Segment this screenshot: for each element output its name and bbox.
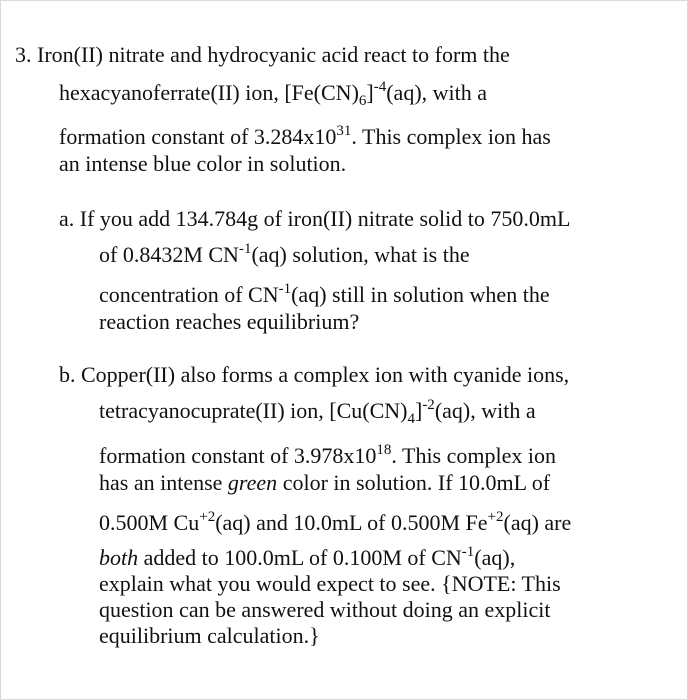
emphasis-both: both bbox=[99, 545, 139, 570]
problem-3-line-3: formation constant of $3.284x10^{31}$. This complex ion has bbox=[59, 123, 551, 149]
problem-3-line-2: hexacyanoferrate(II) ion, $[Fe(CN)_6]^{-4}(aq)$, with a bbox=[59, 79, 488, 109]
part-a-label: a. bbox=[59, 206, 75, 231]
part-b-line-5: 0.500M $Cu^{+2}(aq)$ and 10.0mL of 0.500M $Fe^{+2}(aq)$ are bbox=[99, 509, 572, 535]
part-b-line-3: formation constant of $3.978x10^{18}$. This complex ion bbox=[99, 442, 556, 468]
part-a-line-1: a. If you add 134.784g of iron(II) nitrate solid to 750.0mL bbox=[59, 206, 571, 231]
problem-3-line-4: an intense blue color in solution. bbox=[59, 151, 347, 176]
part-b-line-8: question can be answered without doing an explicit bbox=[99, 597, 551, 622]
part-a-line-2: of 0.8432M $CN^{-1}(aq)$ solution, what is the bbox=[99, 241, 470, 267]
part-b-label: b. bbox=[59, 362, 76, 387]
problem-number: 3. bbox=[15, 42, 32, 67]
part-b-line-1: b. Copper(II) also forms a complex ion with cyanide ions, bbox=[59, 362, 570, 387]
part-b-line-2: tetracyanocuprate(II) ion, $[Cu(CN)_4]^{-2}(aq)$, with a bbox=[99, 397, 536, 427]
emphasis-green: green bbox=[227, 470, 278, 495]
part-a-line-3: concentration of $CN^{-1}(aq)$ still in solution when the bbox=[99, 281, 550, 307]
part-a-line-4: reaction reaches equilibrium? bbox=[99, 309, 360, 334]
problem-3-line-1: 3. Iron(II) nitrate and hydrocyanic acid react to form the bbox=[15, 42, 510, 67]
part-b-line-7: explain what you would expect to see. {NOTE: This bbox=[99, 571, 561, 596]
part-b-line-9: equilibrium calculation.} bbox=[99, 623, 320, 648]
part-b-line-6: both added to 100.0mL of 0.100M of $CN^{-1}(aq)$, bbox=[99, 544, 516, 570]
part-b-line-4: has an intense green color in solution. If 10.0mL of bbox=[99, 470, 551, 495]
